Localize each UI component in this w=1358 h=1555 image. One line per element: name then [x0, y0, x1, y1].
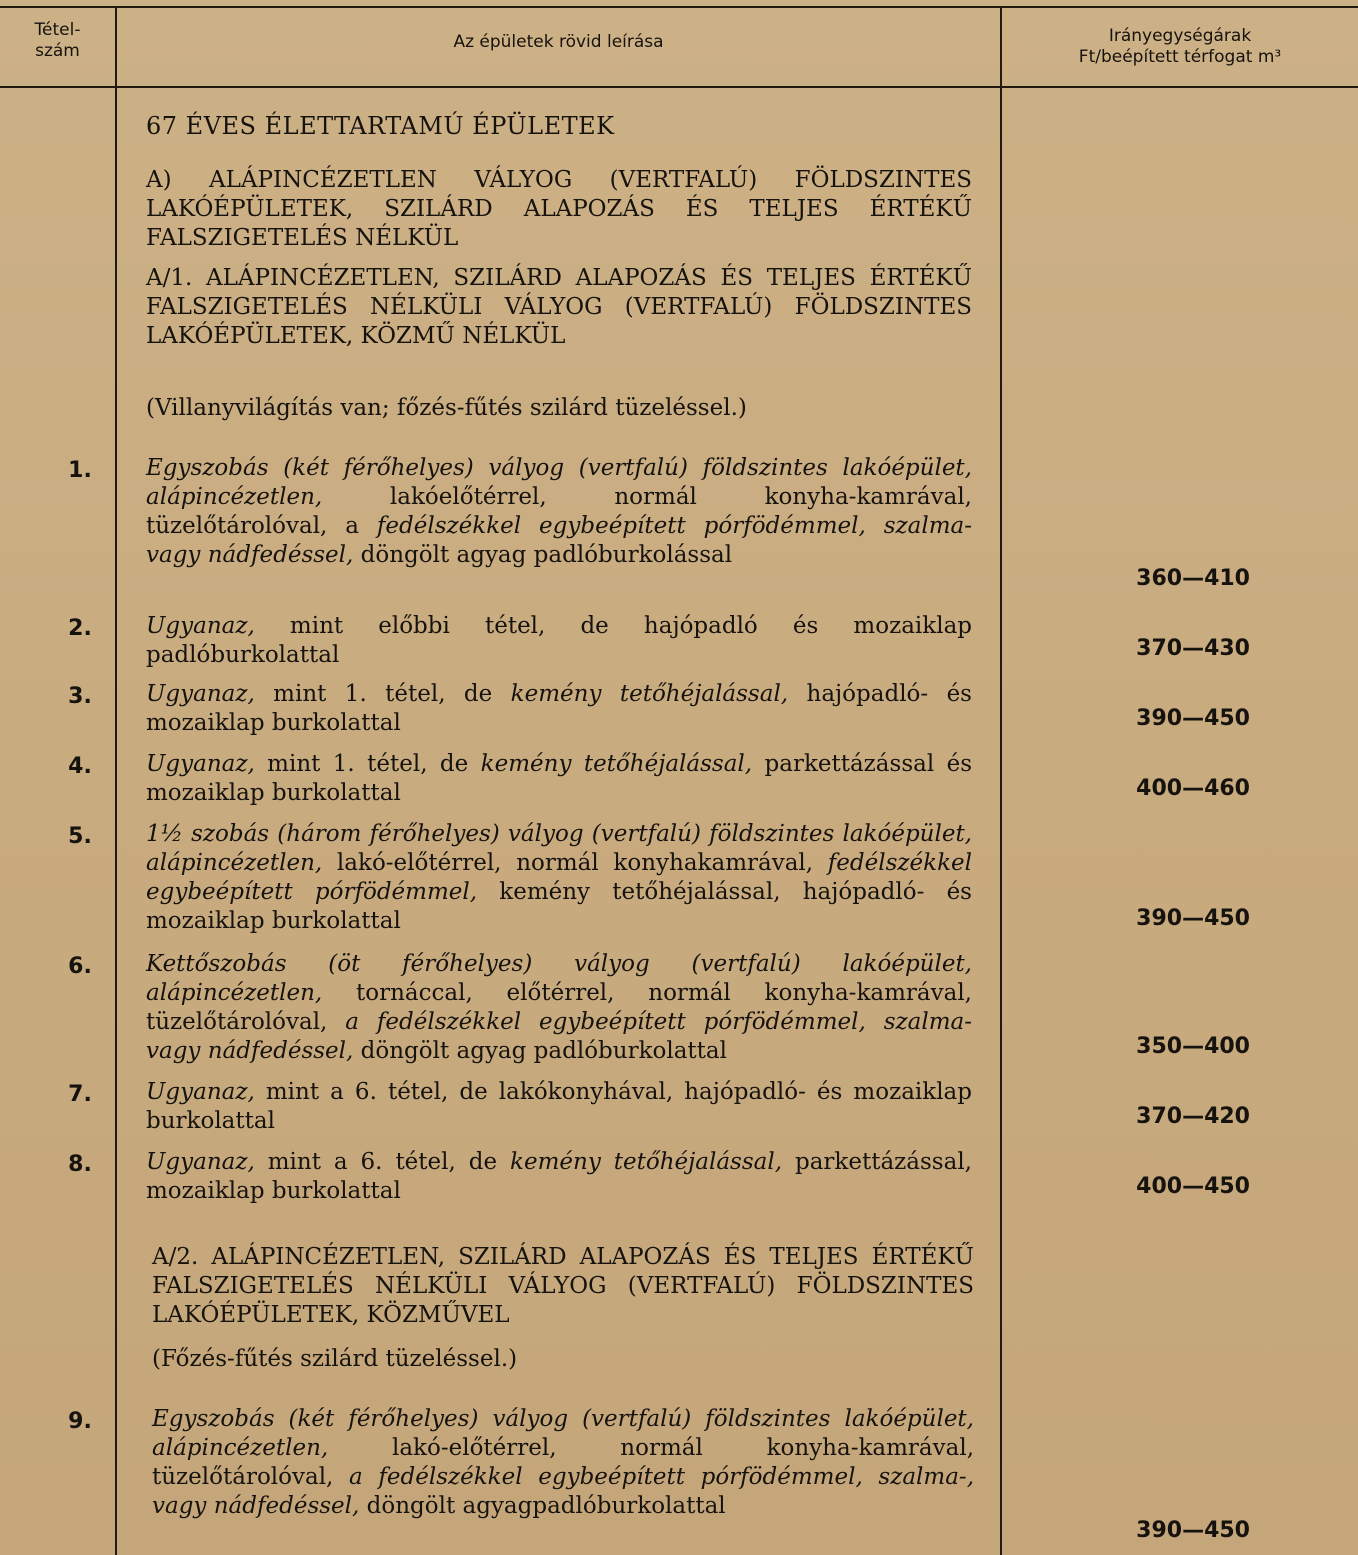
item-description: [146, 1148, 972, 1206]
column-divider-right: [1000, 6, 1002, 1555]
item-description-text: [146, 680, 972, 738]
italic-term: kemény tetőhéjalással,: [510, 1149, 783, 1175]
plain-text: lakó-előtérrel, normál konyha-kamrával, tüzelőtárolóval,: [152, 1435, 974, 1490]
item-description-text: [146, 454, 972, 570]
item-number: 3.: [68, 684, 92, 709]
item-number: 8.: [68, 1152, 92, 1177]
header-unit-price: [1002, 26, 1358, 68]
item-description: [146, 612, 972, 670]
item-description-text: [146, 1078, 972, 1136]
plain-text: döngölt agyag padlóburkolással: [353, 542, 733, 568]
item-number: 5.: [68, 824, 92, 849]
item-price-range: 390—450: [1136, 706, 1250, 731]
section-a2-note: (Főzés-fűtés szilárd tüzeléssel.): [152, 1346, 518, 1372]
plain-text: hajópadló- és mozaiklap burkolattal: [146, 681, 972, 736]
item-price-range: 400—450: [1136, 1174, 1250, 1199]
plain-text: döngölt agyagpadlóburkolattal: [359, 1493, 726, 1519]
italic-term: Ugyanaz,: [146, 1079, 255, 1105]
section-a1-note: (Villanyvilágítás van; főzés-fűtés szilárd tüzeléssel.): [146, 395, 747, 421]
section-a2-title: A/2. ALÁPINCÉZETLEN, SZILÁRD ALAPOZÁS ÉS TELJES ÉRTÉKŰ FALSZIGETELÉS NÉLKÜLI VÁLYOG (VERTFALÚ) FÖLDSZINTES LAKÓÉPÜLETEK, KÖZMŰVEL: [152, 1244, 974, 1328]
header-bottom-rule: [0, 86, 1358, 88]
plain-text: kemény tetőhéjalással, hajópadló- és mozaiklap burkolattal: [146, 879, 972, 934]
item-description: [146, 950, 972, 1066]
item-description-text: [146, 750, 972, 808]
item-price-range: 350—400: [1136, 1034, 1250, 1059]
item-number: 1.: [68, 458, 92, 483]
italic-term: Kettőszobás (öt férőhelyes) vályog (vertfalú) lakóépület, alápincézetlen,: [146, 951, 972, 1006]
item-description-text: [152, 1405, 974, 1521]
item-description: [146, 750, 972, 808]
italic-term: kemény tetőhéjalással,: [480, 751, 753, 777]
italic-term: 1½ szobás (három férőhelyes) vályog (vertfalú) földszintes lakóépület, alápincézetlen,: [146, 821, 972, 876]
item-description-text: [146, 950, 972, 1066]
italic-term: Ugyanaz,: [146, 1149, 255, 1175]
header-unit-price-line1: Irányegységárak: [1108, 26, 1252, 46]
plain-text: mint előbbi tétel, de hajópadló és mozaiklap padlóburkolattal: [146, 613, 972, 668]
plain-text: mint a 6. tétel, de: [254, 1149, 511, 1175]
italic-term: Egyszobás (két férőhelyes) vályog (vertfalú) földszintes lakóépület, alápincézetlen,: [152, 1406, 974, 1461]
item-description: [146, 1078, 972, 1136]
italic-term: Egyszobás (két férőhelyes) vályog (vertfalú) földszintes lakóépület, alápincézetlen,: [146, 455, 972, 510]
header-item-number: [0, 20, 115, 62]
plain-text: lakó-előtérrel, normál konyhakamrával,: [322, 850, 828, 876]
header-item-number-line2: szám: [35, 41, 80, 61]
item-number: 9.: [68, 1409, 92, 1434]
item-price-range: 370—420: [1136, 1104, 1250, 1129]
item-description: [146, 680, 972, 738]
section-a-title: A) ALÁPINCÉZETLEN VÁLYOG (VERTFALÚ) FÖLDSZINTES LAKÓÉPÜLETEK, SZILÁRD ALAPOZÁS ÉS TELJES ÉRTÉKŰ FALSZIGETELÉS NÉLKÜL: [146, 167, 972, 251]
item-price-range: 370—430: [1136, 636, 1250, 661]
item-number: 2.: [68, 616, 92, 641]
item-number: 4.: [68, 754, 92, 779]
plain-text: parkettázással, mozaiklap burkolattal: [146, 1149, 972, 1204]
column-divider-left: [115, 6, 117, 1555]
italic-term: fedélszékkel egybeépített pórfödémmel, szalma- vagy nádfedéssel,: [146, 513, 972, 568]
header-description: Az épületek rövid leírása: [453, 32, 664, 52]
item-price-range: 390—450: [1136, 906, 1250, 931]
item-description-text: [146, 1148, 972, 1206]
header-unit-price-line2: Ft/beépített térfogat m³: [1078, 47, 1282, 67]
item-number: 7.: [68, 1082, 92, 1107]
italic-term: fedélszékkel egybeépített pórfödémmel,: [146, 850, 972, 905]
item-price-range: 400—460: [1136, 776, 1250, 801]
italic-term: Ugyanaz,: [146, 613, 255, 639]
item-price-range: 360—410: [1136, 566, 1250, 591]
item-description: [146, 820, 972, 936]
plain-text: parkettázással és mozaiklap burkolattal: [146, 751, 973, 806]
section-a1-title: A/1. ALÁPINCÉZETLEN, SZILÁRD ALAPOZÁS ÉS TELJES ÉRTÉKŰ FALSZIGETELÉS NÉLKÜLI VÁLYOG (VERTFALÚ) FÖLDSZINTES LAKÓÉPÜLETEK, KÖZMŰ NÉLKÜL: [146, 265, 972, 349]
header-item-number-line1: Tétel-: [34, 20, 81, 40]
item-description: [146, 454, 972, 570]
plain-text: mint a 6. tétel, de lakókonyhával, hajópadló- és mozaiklap burkolattal: [146, 1079, 972, 1134]
italic-term: kemény tetőhéjalással,: [510, 681, 789, 707]
item-price-range: 390—450: [1136, 1518, 1250, 1543]
plain-text: döngölt agyag padlóburkolattal: [353, 1038, 727, 1064]
header-top-rule: [0, 6, 1358, 8]
italic-term: a fedélszékkel egybeépített pórfödémmel, szalma- vagy nádfedéssel,: [146, 1009, 972, 1064]
italic-term: Ugyanaz,: [146, 681, 255, 707]
main-section-title: 67 ÉVES ÉLETTARTAMÚ ÉPÜLETEK: [146, 112, 615, 140]
item-number: 6.: [68, 954, 92, 979]
plain-text: tornáccal, előtérrel, normál konyha-kamrával, tüzelőtárolóval,: [146, 980, 972, 1035]
item-description-text: [146, 612, 972, 670]
italic-term: Ugyanaz,: [146, 751, 255, 777]
plain-text: mint 1. tétel, de: [254, 681, 511, 707]
item-description: [152, 1405, 974, 1521]
italic-term: a fedélszékkel egybeépített pórfödémmel, szalma-, vagy nádfedéssel,: [152, 1464, 975, 1519]
item-description-text: [146, 820, 972, 936]
plain-text: mint 1. tétel, de: [254, 751, 481, 777]
plain-text: lakóelőtérrel, normál konyha-kamrával, tüzelőtárolóval, a: [146, 484, 972, 539]
